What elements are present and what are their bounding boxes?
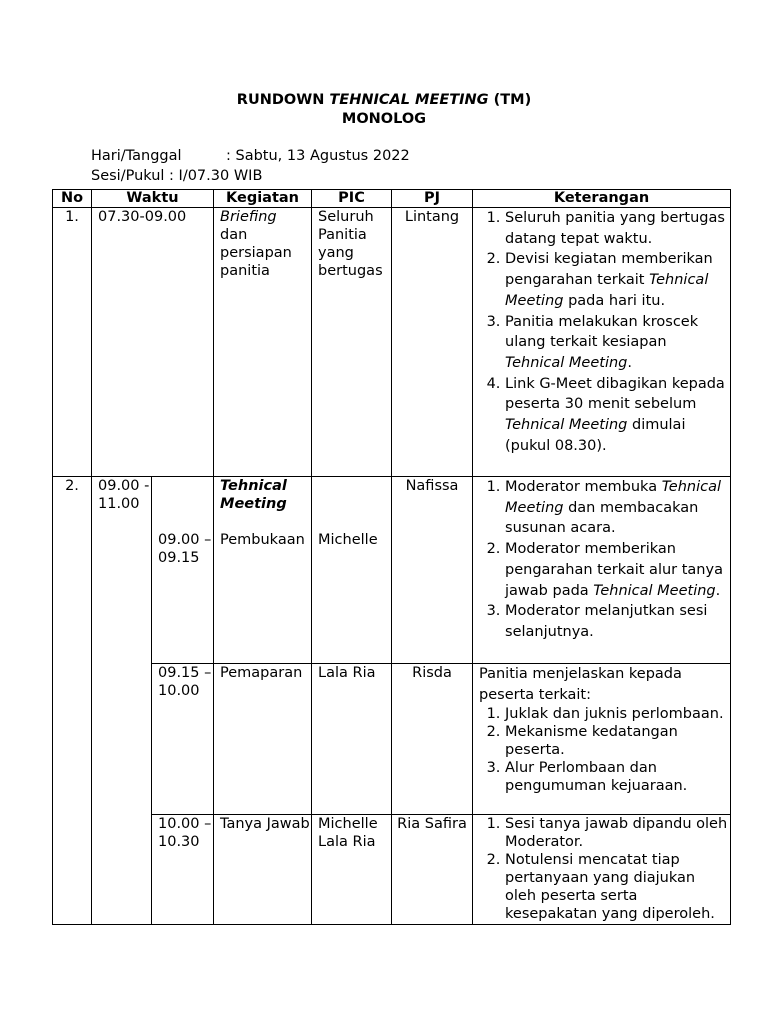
- list-item: 2. Devisi kegiatan memberikan pengarahan terkait Tehnical Meeting pada hari itu.: [505, 249, 730, 311]
- table-header-row: [53, 190, 731, 208]
- header-pic: PIC: [312, 190, 392, 208]
- list-item: 3. Moderator melanjutkan sesi selanjutnya.: [505, 601, 730, 642]
- rundown-table: [52, 189, 731, 925]
- row1-notes: [473, 208, 731, 477]
- sub2-intro: Panitia menjelaskan kepada peserta terkait:: [479, 666, 682, 703]
- row2-sub1-activity: Tehnical Meeting Pembukaan: [214, 477, 312, 664]
- list-item: 2. Notulensi mencatat tiap pertanyaan yang diajukan oleh peserta serta kesepakatan yang diperoleh.: [505, 851, 730, 923]
- row2-sub1-pj: Nafissa: [392, 477, 473, 664]
- info-day-row: [91, 148, 410, 164]
- row1-no: 1.: [53, 208, 92, 477]
- row1-activity-italic: Briefing: [220, 209, 277, 225]
- row2-sub2-time: 09.15 – 10.00: [152, 664, 214, 815]
- table-row: [53, 477, 731, 664]
- header-keterangan: Keterangan: [473, 190, 731, 208]
- row2-sub2-pic: Lala Ria: [312, 664, 392, 815]
- row1-activity-rest: dan persiapan panitia: [220, 227, 292, 279]
- header-pj: PJ: [392, 190, 473, 208]
- row1-pj: Lintang: [392, 208, 473, 477]
- header-no: No: [53, 190, 92, 208]
- header-kegiatan: Kegiatan: [214, 190, 312, 208]
- row2-sub3-activity: Tanya Jawab: [214, 815, 312, 925]
- row2-time: 09.00 - 11.00: [92, 477, 152, 925]
- row2-sub1-time: 09.00 – 09.15: [152, 477, 214, 664]
- list-item: 1. Juklak dan juknis perlombaan.: [505, 705, 730, 723]
- list-item: 4. Link G-Meet dibagikan kepada peserta 30 menit sebelum Tehnical Meeting dimulai (pukul 08.30).: [505, 374, 730, 457]
- row2-no: 2.: [53, 477, 92, 925]
- row2-sub2-pj: Risda: [392, 664, 473, 815]
- row2-sub3-pic: Michelle Lala Ria: [312, 815, 392, 925]
- list-item: 1. Sesi tanya jawab dipandu oleh Moderator.: [505, 815, 730, 851]
- list-item: 3. Panitia melakukan kroscek ulang terkait kesiapan Tehnical Meeting.: [505, 312, 730, 374]
- row2-sub3-notes: [473, 815, 731, 925]
- day-label: Hari/Tanggal: [91, 148, 182, 164]
- document-title: [0, 92, 768, 108]
- row1-time: 07.30-09.00: [92, 208, 214, 477]
- title-italic: TEHNICAL MEETING: [329, 92, 489, 108]
- list-item: 2. Moderator memberikan pengarahan terkait alur tanya jawab pada Tehnical Meeting.: [505, 539, 730, 601]
- info-session: Sesi/Pukul : I/07.30 WIB: [91, 168, 263, 184]
- row2-sub2-notes: [473, 664, 731, 815]
- row2-sub1-notes: [473, 477, 731, 664]
- list-item: 2. Mekanisme kedatangan peserta.: [505, 723, 730, 759]
- row2-sub2-activity: Pemaparan: [214, 664, 312, 815]
- table-row: [53, 208, 731, 477]
- row1-activity: [214, 208, 312, 477]
- row2-sub3-pj: Ria Safira: [392, 815, 473, 925]
- list-item: 1. Moderator membuka Tehnical Meeting dan membacakan susunan acara.: [505, 477, 730, 539]
- title-suffix: (TM): [488, 92, 532, 108]
- section-title: Tehnical Meeting: [220, 478, 287, 512]
- table-row: [53, 815, 731, 925]
- list-item: 3. Alur Perlombaan dan pengumuman kejuaraan.: [505, 759, 730, 795]
- row1-pic: Seluruh Panitia yang bertugas: [312, 208, 392, 477]
- row2-sub3-time: 10.00 – 10.30: [152, 815, 214, 925]
- document-subtitle: MONOLOG: [341, 111, 427, 127]
- row2-sub1-pic: Michelle: [312, 477, 392, 664]
- list-item: 1. Seluruh panitia yang bertugas datang tepat waktu.: [505, 208, 730, 249]
- table-row: [53, 664, 731, 815]
- header-waktu: Waktu: [92, 190, 214, 208]
- day-value: : Sabtu, 13 Agustus 2022: [226, 148, 410, 164]
- title-prefix: RUNDOWN: [236, 92, 330, 108]
